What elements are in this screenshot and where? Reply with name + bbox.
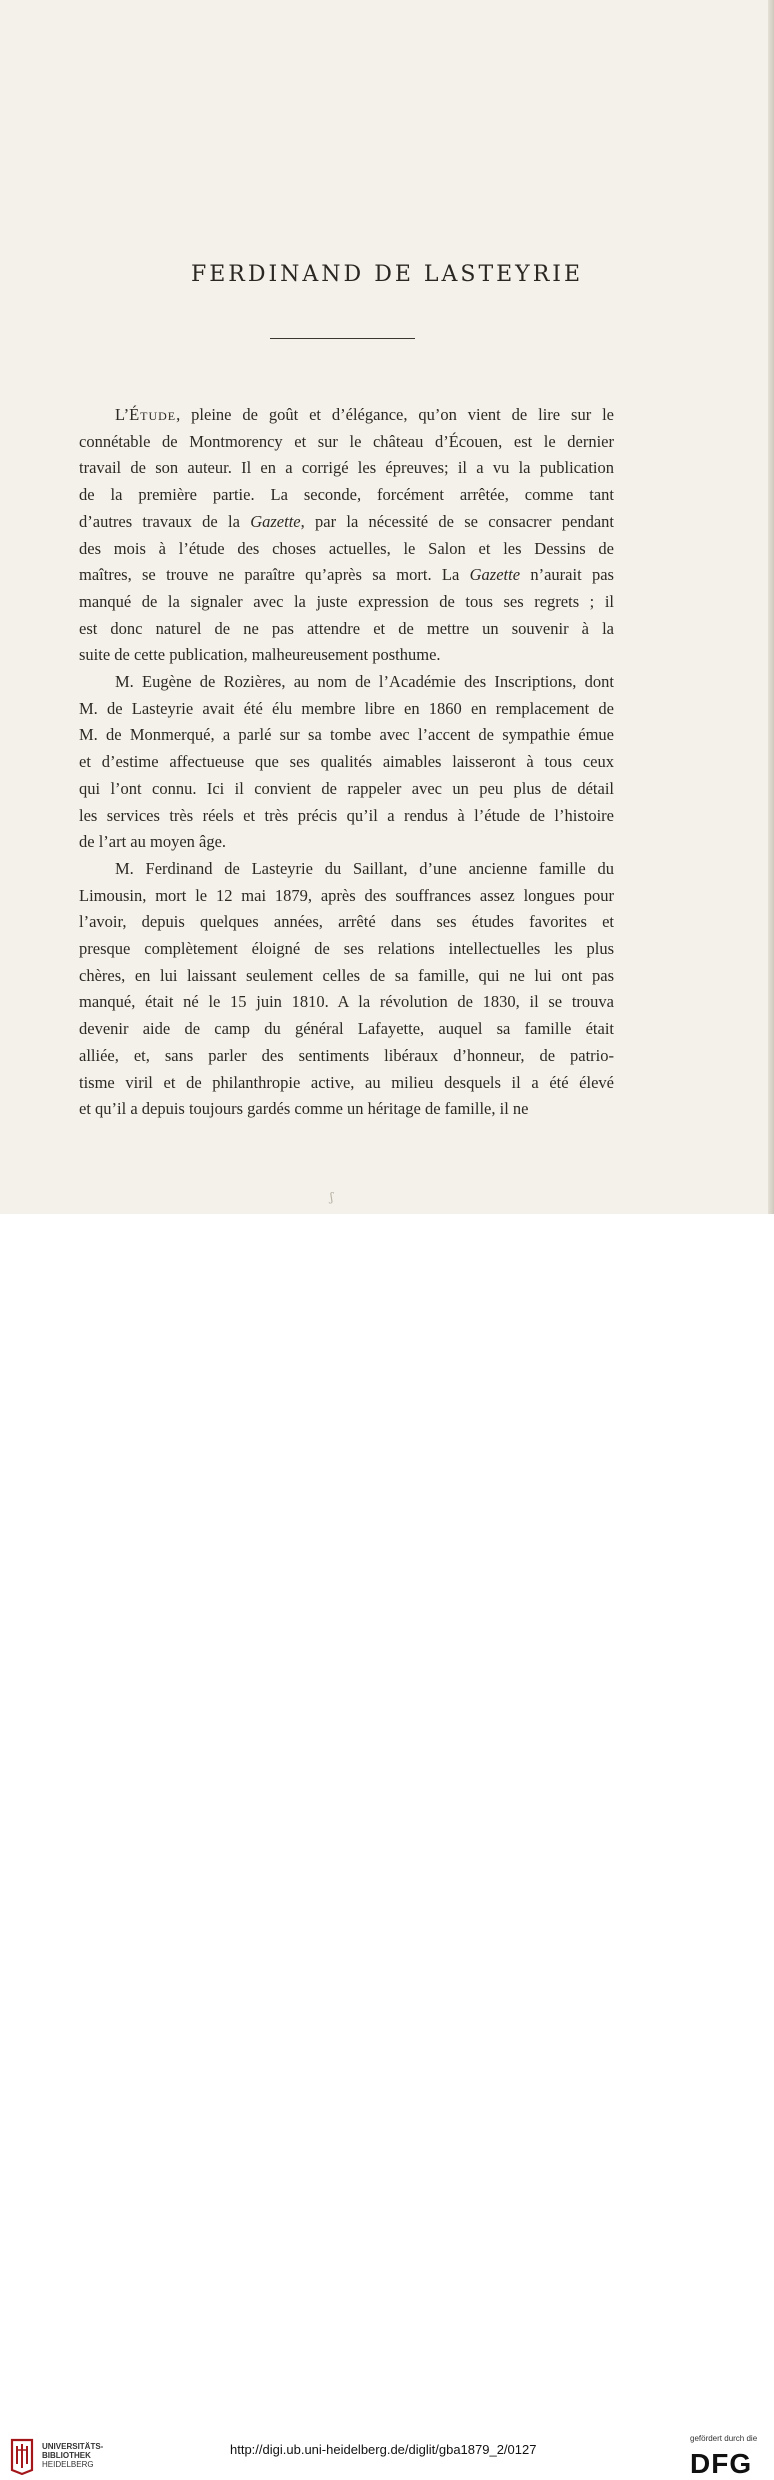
text-line: de la première partie. La seconde, forcément arrêtée, comme tant: [79, 485, 614, 505]
text-line: M. de Lasteyrie avait été élu membre libre en 1860 en remplacement de: [79, 698, 614, 718]
page-title: FERDINAND DE LASTEYRIE: [190, 262, 584, 287]
text-line: d’autres travaux de la Gazette, par la nécessité de se consacrer pendant: [79, 511, 614, 531]
library-line-3: HEIDELBERG: [42, 2460, 94, 2469]
stray-mark: ʃ: [330, 1190, 334, 1204]
text-line: maîtres, se trouve ne paraître qu’après sa mort. La Gazette n’aurait pas: [79, 565, 614, 585]
text-line: chères, en lui laissant seulement celles de sa famille, qui ne lui ont pas: [79, 965, 614, 985]
title-rule: [270, 338, 415, 339]
text-line: L’Étude, pleine de goût et d’élégance, qu’on vient de lire sur le: [115, 405, 614, 424]
text-line: M. Eugène de Rozières, au nom de l’Académie des Inscriptions, dont: [115, 672, 614, 692]
text-line: et d’estime affectueuse que ses qualités aimables laisseront à tous ceux: [79, 752, 614, 772]
text-line: des mois à l’étude des choses actuelles, le Salon et les Dessins de: [79, 538, 614, 558]
scanned-page: [0, 0, 774, 1214]
text-line: M. de Monmerqué, a parlé sur sa tombe avec l’accent de sympathie émue: [79, 725, 614, 745]
text-line: suite de cette publication, malheureusement posthume.: [79, 645, 441, 665]
text-line: manqué de la signaler avec la juste expression de tous ses regrets ; il: [79, 591, 614, 611]
text-line: presque complètement éloigné de ses relations intellectuelles les plus: [79, 939, 614, 959]
page-edge: [768, 0, 774, 1214]
article-body: [79, 402, 614, 1123]
text-line: Limousin, mort le 12 mai 1879, après des souffrances assez longues pour: [79, 885, 614, 905]
library-line-1: UNIVERSITÄTS-: [42, 2442, 104, 2451]
dfg-logo: DFG: [690, 2448, 753, 2479]
text-line: devenir aide de camp du général Lafayette, auquel sa famille était: [79, 1019, 614, 1039]
library-line-2: BIBLIOTHEK: [42, 2451, 91, 2460]
text-line: travail de son auteur. Il en a corrigé les épreuves; il a vu la publication: [79, 458, 614, 478]
text-line: l’avoir, depuis quelques années, arrêté dans ses études favorites et: [79, 912, 614, 932]
text-line: alliée, et, sans parler des sentiments libéraux d’honneur, de patrio-: [79, 1045, 614, 1065]
text-line: qui l’ont connu. Ici il convient de rappeler avec un peu plus de détail: [79, 778, 614, 798]
funding-caption: gefördert durch die: [690, 2434, 758, 2443]
text-line: est donc naturel de ne pas attendre et de mettre un souvenir à la: [79, 618, 614, 638]
footer-bar: [0, 1214, 774, 2479]
text-line: les services très réels et très précis qu’il a rendus à l’étude de l’histoire: [79, 805, 614, 825]
text-line: de l’art au moyen âge.: [79, 832, 227, 852]
permalink-url[interactable]: http://digi.ub.uni-heidelberg.de/diglit/gba1879_2/0127: [230, 2442, 537, 2457]
text-line: M. Ferdinand de Lasteyrie du Saillant, d’une ancienne famille du: [115, 858, 614, 878]
text-line: manqué, était né le 15 juin 1810. A la révolution de 1830, il se trouva: [79, 992, 614, 1012]
university-library-logo-icon: [8, 2436, 36, 2476]
text-line: et qu’il a depuis toujours gardés comme un héritage de famille, il ne: [79, 1099, 529, 1119]
text-line: connétable de Montmorency et sur le château d’Écouen, est le dernier: [79, 431, 614, 451]
library-name: [42, 2442, 103, 2469]
text-line: tisme viril et de philanthropie active, au milieu desquels il a été élevé: [79, 1072, 614, 1092]
